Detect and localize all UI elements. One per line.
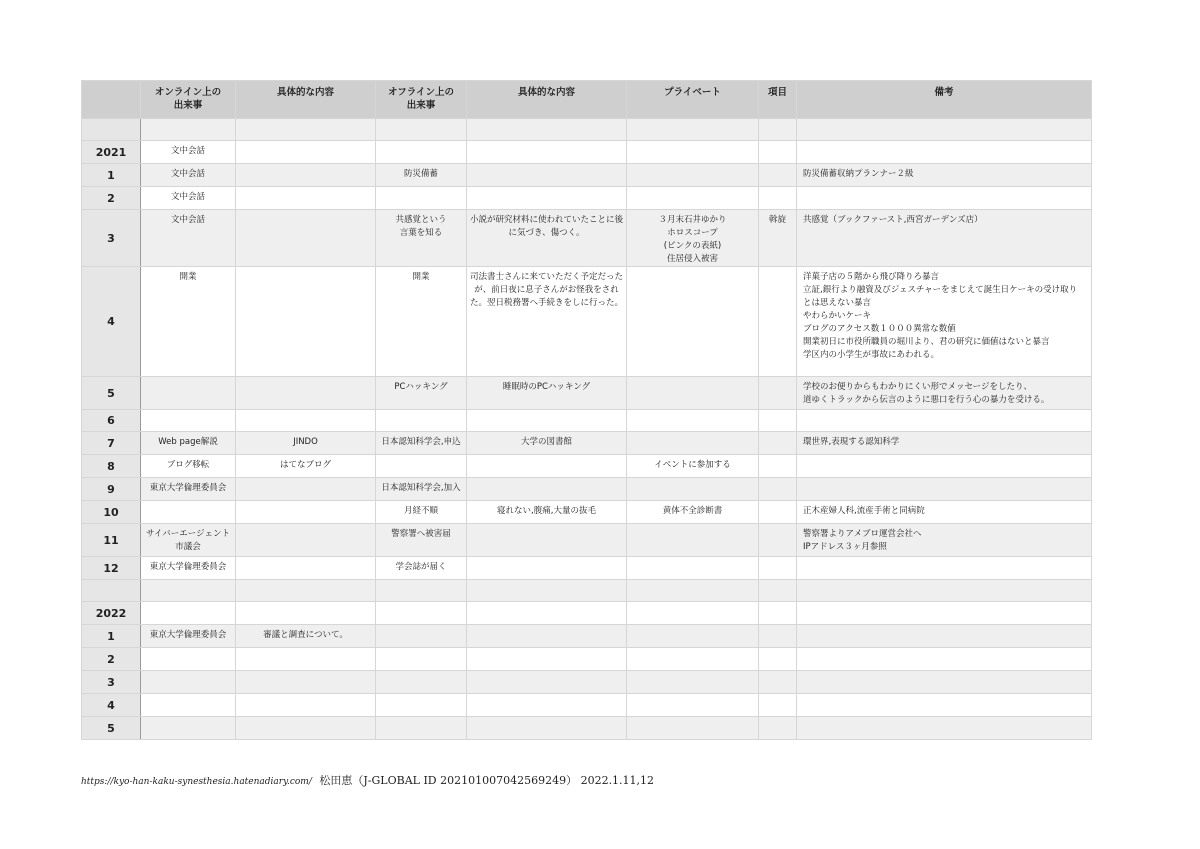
online-event-cell — [141, 671, 236, 694]
cell-line: 市議会 — [175, 542, 201, 552]
offline-detail-cell — [467, 580, 627, 602]
cell-line: 言葉を知る — [399, 228, 443, 238]
online-event-cell: 東京大学倫理委員会 — [141, 478, 236, 501]
table-row — [82, 501, 1092, 524]
header-offline-event-line2: 出来事 — [406, 100, 436, 111]
online-event-cell — [141, 602, 236, 625]
notes-cell — [797, 410, 1092, 432]
offline-detail-cell-text: 寝れない,腹痛,大量の抜毛 — [497, 506, 596, 516]
private-cell — [627, 377, 759, 410]
online-detail-cell — [236, 694, 376, 717]
offline-detail-cell — [467, 141, 627, 164]
table-row — [82, 119, 1092, 141]
offline-event-cell — [376, 580, 467, 602]
item-cell — [759, 557, 797, 580]
table-row — [82, 478, 1092, 501]
item-cell — [759, 694, 797, 717]
offline-event-cell: 日本認知科学会,申込 — [376, 432, 467, 455]
online-event-cell — [141, 648, 236, 671]
period-cell: 5 — [82, 717, 141, 740]
offline-event-cell — [376, 602, 467, 625]
online-detail-cell — [236, 524, 376, 557]
offline-event-cell — [376, 717, 467, 740]
offline-event-cell: 日本認知科学会,加入 — [376, 478, 467, 501]
private-cell: 黄体不全診断書 — [627, 501, 759, 524]
online-detail-cell — [236, 501, 376, 524]
period-cell: 8 — [82, 455, 141, 478]
notes-cell — [797, 478, 1092, 501]
period-cell: 7 — [82, 432, 141, 455]
table-row — [82, 694, 1092, 717]
online-detail-cell — [236, 267, 376, 377]
private-cell — [627, 410, 759, 432]
private-cell — [627, 524, 759, 557]
notes-cell — [797, 557, 1092, 580]
header-offline-event-line1: オフライン上の — [388, 87, 454, 98]
online-event-cell: ブログ移転 — [141, 455, 236, 478]
online-event-cell — [141, 119, 236, 141]
notes-cell — [797, 119, 1092, 141]
private-cell — [627, 694, 759, 717]
table-row — [82, 557, 1092, 580]
online-detail-cell — [236, 210, 376, 267]
notes-cell — [797, 671, 1092, 694]
timeline-table — [81, 80, 1092, 740]
online-detail-cell — [236, 119, 376, 141]
header-period — [82, 81, 141, 119]
notes-cell — [797, 187, 1092, 210]
item-cell — [759, 187, 797, 210]
online-event-cell — [141, 501, 236, 524]
online-detail-cell — [236, 410, 376, 432]
period-cell — [82, 119, 141, 141]
period-cell: 4 — [82, 267, 141, 377]
offline-detail-cell — [467, 648, 627, 671]
offline-event-cell: 月経不順 — [376, 501, 467, 524]
header-row — [82, 81, 1092, 119]
online-event-cell: 東京大学倫理委員会 — [141, 557, 236, 580]
item-cell — [759, 580, 797, 602]
item-cell — [759, 410, 797, 432]
item-cell — [759, 164, 797, 187]
table-row — [82, 455, 1092, 478]
header-online-detail: 具体的な内容 — [236, 81, 376, 119]
item-cell: 斡旋 — [759, 210, 797, 267]
notes-cell — [797, 717, 1092, 740]
table-row — [82, 432, 1092, 455]
private-cell — [627, 119, 759, 141]
private-cell — [627, 671, 759, 694]
notes-cell — [797, 648, 1092, 671]
cell-line: やわらかいケーキ — [803, 311, 872, 321]
notes-cell: 共感覚（ブックファースト,西宮ガーデンズ店） — [797, 210, 1092, 267]
offline-detail-cell-text: 小説が研究材料に使われていたことに後に気づき、傷つく。 — [470, 215, 624, 238]
item-cell — [759, 602, 797, 625]
offline-event-cell — [376, 210, 467, 267]
notes-cell — [797, 267, 1092, 377]
offline-detail-cell — [467, 267, 627, 377]
header-online-event — [141, 81, 236, 119]
period-cell: 9 — [82, 478, 141, 501]
online-event-cell: 文中会話 — [141, 210, 236, 267]
offline-event-cell — [376, 694, 467, 717]
table-row — [82, 210, 1092, 267]
private-cell — [627, 557, 759, 580]
cell-line: (ピンクの表紙) — [663, 241, 722, 251]
table-row — [82, 648, 1092, 671]
online-event-cell: 文中会話 — [141, 187, 236, 210]
cell-line: ホロスコープ — [667, 228, 718, 238]
period-cell — [82, 580, 141, 602]
offline-detail-cell — [467, 694, 627, 717]
header-item: 項目 — [759, 81, 797, 119]
period-cell: 2021 — [82, 141, 141, 164]
table-row — [82, 717, 1092, 740]
cell-line: サイバーエージェント — [146, 529, 230, 539]
period-cell: 5 — [82, 377, 141, 410]
private-cell — [627, 210, 759, 267]
online-event-cell — [141, 524, 236, 557]
cell-line: IPアドレス３ヶ月参照 — [803, 542, 887, 552]
online-event-cell — [141, 717, 236, 740]
cell-line: 開業初日に市役所職員の堀川より、君の研究に価値はないと暴言 — [803, 337, 1050, 347]
notes-cell — [797, 141, 1092, 164]
table-row — [82, 580, 1092, 602]
offline-event-cell — [376, 119, 467, 141]
period-cell: 3 — [82, 210, 141, 267]
period-cell: 10 — [82, 501, 141, 524]
online-detail-cell — [236, 648, 376, 671]
online-detail-cell — [236, 187, 376, 210]
offline-detail-cell — [467, 164, 627, 187]
notes-cell — [797, 694, 1092, 717]
cell-line: 道ゆくトラックから伝言のように悪口を行う心の暴力を受ける。 — [803, 395, 1050, 405]
notes-cell — [797, 602, 1092, 625]
online-detail-cell — [236, 141, 376, 164]
table-row — [82, 671, 1092, 694]
notes-cell — [797, 580, 1092, 602]
online-detail-cell: 審議と調査について。 — [236, 625, 376, 648]
header-online-event-line2: 出来事 — [173, 100, 203, 111]
notes-cell — [797, 625, 1092, 648]
private-cell: イベントに参加する — [627, 455, 759, 478]
offline-detail-cell — [467, 717, 627, 740]
notes-cell: 環世界,表現する認知科学 — [797, 432, 1092, 455]
item-cell — [759, 377, 797, 410]
period-cell: 6 — [82, 410, 141, 432]
item-cell — [759, 267, 797, 377]
notes-cell — [797, 455, 1092, 478]
online-detail-cell: はてなブログ — [236, 455, 376, 478]
private-cell — [627, 602, 759, 625]
table-row — [82, 410, 1092, 432]
period-cell: 3 — [82, 671, 141, 694]
offline-detail-cell — [467, 187, 627, 210]
offline-event-cell: 開業 — [376, 267, 467, 377]
online-detail-cell — [236, 478, 376, 501]
cell-line: 学校のお便りからもわかりにくい形でメッセージをしたり、 — [803, 382, 1032, 392]
private-cell — [627, 141, 759, 164]
offline-detail-cell — [467, 524, 627, 557]
private-cell — [627, 432, 759, 455]
offline-detail-cell — [467, 410, 627, 432]
private-cell — [627, 187, 759, 210]
offline-event-cell — [376, 187, 467, 210]
offline-detail-cell — [467, 432, 627, 455]
online-event-cell: 文中会話 — [141, 141, 236, 164]
table-row — [82, 187, 1092, 210]
cell-line: 立証,銀行より融資及びジェスチャーをまじえて誕生日ケーキの受け取り — [803, 285, 1078, 295]
offline-detail-cell — [467, 625, 627, 648]
offline-detail-cell — [467, 557, 627, 580]
table-row — [82, 377, 1092, 410]
notes-cell — [797, 377, 1092, 410]
header-online-event-line1: オンライン上の — [154, 87, 222, 98]
table-row — [82, 141, 1092, 164]
offline-event-cell: 警察署へ被害届 — [376, 524, 467, 557]
online-detail-cell — [236, 164, 376, 187]
private-cell — [627, 478, 759, 501]
item-cell — [759, 501, 797, 524]
offline-detail-cell — [467, 455, 627, 478]
offline-event-cell — [376, 625, 467, 648]
period-cell: 11 — [82, 524, 141, 557]
cell-line: 学区内の小学生が事故にあわれる。 — [803, 350, 940, 360]
online-detail-cell — [236, 717, 376, 740]
online-event-cell — [141, 377, 236, 410]
table-row — [82, 524, 1092, 557]
online-event-cell — [141, 410, 236, 432]
period-cell: 4 — [82, 694, 141, 717]
offline-detail-cell — [467, 602, 627, 625]
private-cell — [627, 267, 759, 377]
item-cell — [759, 671, 797, 694]
online-event-cell: 文中会話 — [141, 164, 236, 187]
period-cell: 1 — [82, 164, 141, 187]
period-cell: 2 — [82, 648, 141, 671]
table-body — [82, 119, 1092, 740]
online-detail-cell — [236, 602, 376, 625]
cell-line: ブログのアクセス数１０００異常な数値 — [803, 324, 956, 334]
offline-event-cell — [376, 141, 467, 164]
period-cell: 12 — [82, 557, 141, 580]
offline-detail-cell-text: 睡眠時のPCハッキング — [502, 382, 591, 392]
item-cell — [759, 648, 797, 671]
private-cell — [627, 580, 759, 602]
period-cell: 1 — [82, 625, 141, 648]
cell-line: 住居侵入被害 — [666, 254, 718, 264]
footer-url: https://kyo-han-kaku-synesthesia.hatenadiary.com/ — [81, 777, 312, 787]
private-cell — [627, 717, 759, 740]
cell-line: ３月末石井ゆかり — [658, 215, 727, 225]
private-cell — [627, 625, 759, 648]
offline-detail-cell-text: 司法書士さんに来ていただく予定だったが、前日夜に息子さんがお怪我をされた。翌日税務署へ手続きをしに行った。 — [470, 272, 624, 308]
table-row — [82, 602, 1092, 625]
offline-detail-cell — [467, 478, 627, 501]
offline-detail-cell — [467, 377, 627, 410]
offline-event-cell: 防災備蓄 — [376, 164, 467, 187]
item-cell — [759, 625, 797, 648]
header-notes: 備考 — [797, 81, 1092, 119]
online-detail-cell — [236, 557, 376, 580]
offline-event-cell — [376, 455, 467, 478]
cell-line: とは思えない暴言 — [803, 298, 872, 308]
table-row — [82, 267, 1092, 377]
online-event-cell: Web page解説 — [141, 432, 236, 455]
offline-event-cell — [376, 410, 467, 432]
cell-line: 警察署よりアメブロ運営会社へ — [803, 529, 922, 539]
notes-cell — [797, 524, 1092, 557]
item-cell — [759, 432, 797, 455]
online-event-cell: 東京大学倫理委員会 — [141, 625, 236, 648]
item-cell — [759, 717, 797, 740]
item-cell — [759, 524, 797, 557]
online-detail-cell — [236, 377, 376, 410]
online-detail-cell — [236, 671, 376, 694]
offline-detail-cell-text: 大学の図書館 — [520, 437, 572, 447]
notes-cell: 正木産婦人科,流産手術と同病院 — [797, 501, 1092, 524]
private-cell — [627, 648, 759, 671]
item-cell — [759, 119, 797, 141]
item-cell — [759, 478, 797, 501]
private-cell — [627, 164, 759, 187]
offline-detail-cell — [467, 671, 627, 694]
offline-detail-cell — [467, 210, 627, 267]
period-cell: 2022 — [82, 602, 141, 625]
header-offline-detail: 具体的な内容 — [467, 81, 627, 119]
online-detail-cell: JINDO — [236, 432, 376, 455]
table-row — [82, 625, 1092, 648]
cell-line: 洋菓子店の５階から飛び降りろ暴言 — [803, 272, 940, 282]
online-detail-cell — [236, 580, 376, 602]
online-event-cell: 開業 — [141, 267, 236, 377]
offline-detail-cell — [467, 501, 627, 524]
footer — [81, 772, 654, 788]
cell-line: 共感覚という — [395, 215, 447, 225]
notes-cell: 防災備蓄収納プランナー２級 — [797, 164, 1092, 187]
period-cell: 2 — [82, 187, 141, 210]
offline-event-cell — [376, 671, 467, 694]
item-cell — [759, 141, 797, 164]
table-row — [82, 164, 1092, 187]
offline-event-cell: 学会誌が届く — [376, 557, 467, 580]
header-private: プライベート — [627, 81, 759, 119]
online-event-cell — [141, 580, 236, 602]
offline-event-cell — [376, 648, 467, 671]
offline-event-cell: PCハッキング — [376, 377, 467, 410]
online-event-cell — [141, 694, 236, 717]
footer-credit: 松田恵（J-GLOBAL ID 202101007042569249） 2022.1.11,12 — [319, 774, 655, 787]
offline-detail-cell — [467, 119, 627, 141]
header-offline-event — [376, 81, 467, 119]
item-cell — [759, 455, 797, 478]
